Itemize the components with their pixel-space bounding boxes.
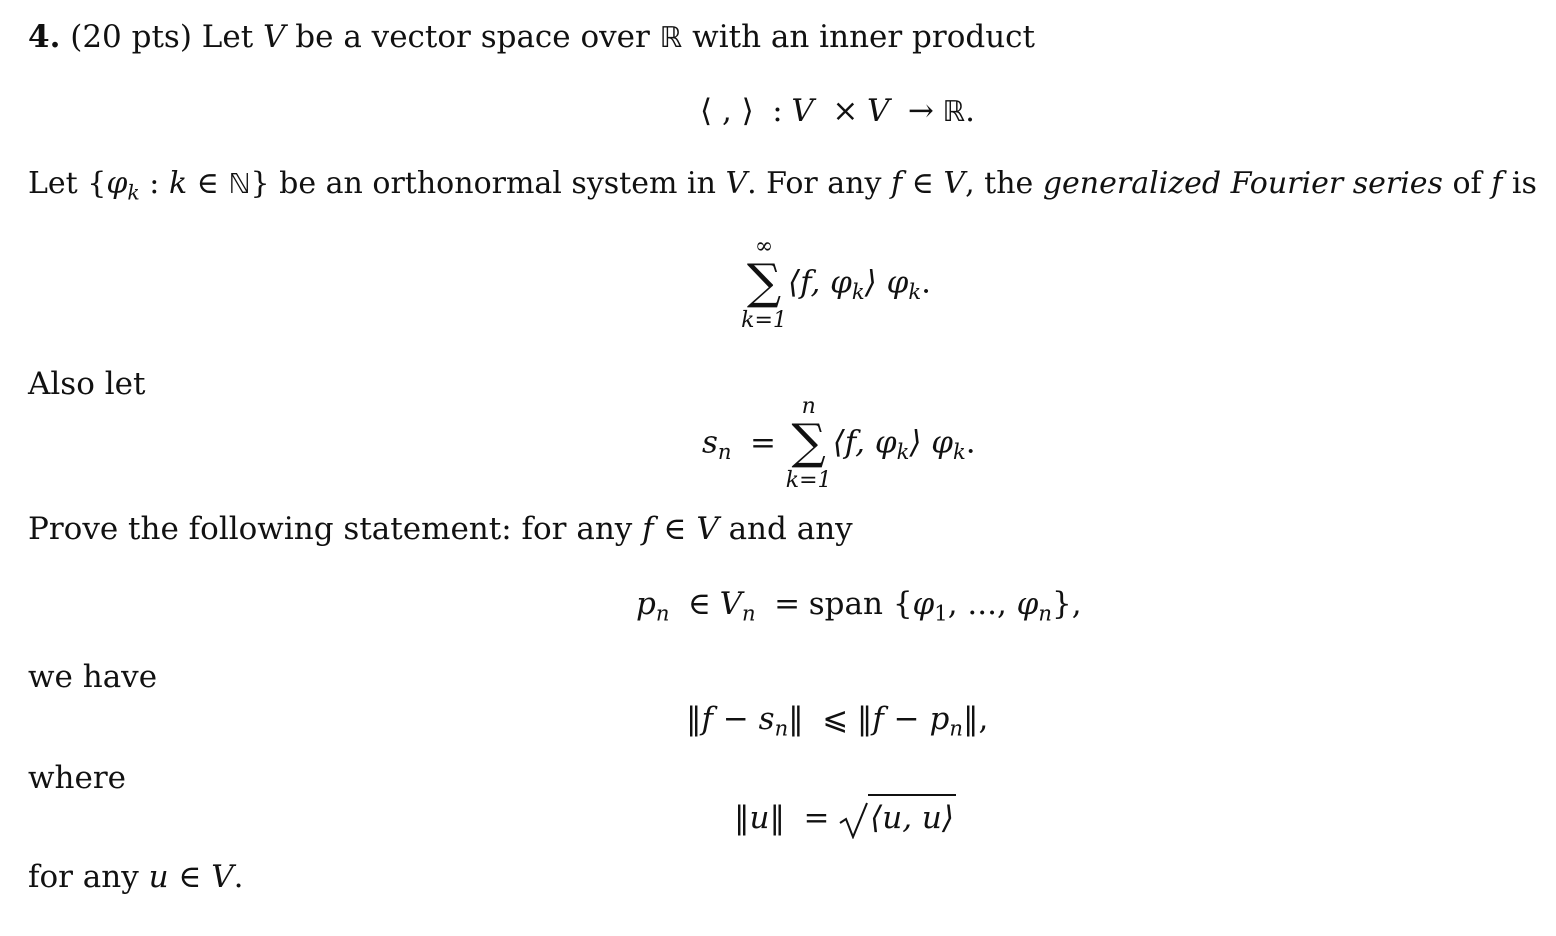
equation-partial-sum: [702, 396, 976, 492]
math-subscript: n: [1038, 600, 1052, 626]
text-run: and any: [728, 511, 853, 547]
math-subscript: k: [896, 439, 910, 465]
text-prove-statement: [28, 511, 853, 547]
math-in: ∈: [178, 859, 202, 895]
text-where: where: [28, 760, 127, 796]
math-term: ⟨f, φ: [832, 424, 897, 461]
math-f: f: [1491, 166, 1503, 201]
text-run: Prove the following statement: for any: [28, 511, 633, 547]
math-norm: ‖f − p: [856, 701, 950, 737]
summation: [740, 236, 788, 332]
math-norm: ‖u‖: [734, 800, 785, 836]
math-f: f: [642, 511, 654, 547]
math-term: ⟩ φ: [864, 264, 909, 301]
math-period: .: [921, 264, 931, 301]
math-V: V: [725, 166, 748, 201]
orthonormal-system-text: [28, 166, 1537, 205]
equation-norm-definition: [734, 800, 956, 836]
math-subscript: n: [774, 715, 789, 741]
math-in: ∈: [687, 586, 711, 622]
math-in: ∈: [911, 166, 934, 201]
math-V: V: [263, 19, 286, 55]
equation-span: [636, 586, 1082, 626]
equation-best-approximation: [686, 701, 989, 741]
math-V: V: [867, 93, 890, 129]
math-u: u: [148, 859, 169, 895]
equation-fourier-series: [740, 236, 931, 332]
math-brace: {: [892, 586, 913, 622]
math-subscript: k: [953, 439, 966, 465]
math-phi: φ: [912, 586, 935, 622]
math-subscript: k: [127, 180, 140, 205]
square-root: [838, 800, 956, 836]
math-k: k: [168, 166, 188, 201]
intro-text: Let: [201, 19, 254, 55]
intro-text: with an inner product: [692, 19, 1036, 55]
text-run: , the: [965, 166, 1034, 201]
sqrt-radicand: ⟨u, u⟩: [868, 794, 956, 836]
intro-text: be a vector space over: [295, 19, 650, 55]
equation-inner-product: [700, 93, 976, 129]
math-colon: :: [149, 166, 160, 201]
math-brace: },: [1051, 586, 1082, 622]
sum-lower-limit: k=1: [741, 308, 787, 333]
math-subscript: k: [851, 279, 865, 305]
text-run: } be an orthonormal system in: [250, 166, 716, 201]
math-phi: φ: [1016, 586, 1039, 622]
text-also-let: Also let: [28, 366, 146, 402]
math-V: V: [791, 93, 814, 129]
sum-upper-limit: n: [801, 394, 816, 419]
math-f: f: [891, 166, 903, 201]
summation: [785, 396, 833, 492]
text-we-have: we have: [28, 659, 158, 695]
math-period: .: [965, 424, 976, 461]
math-reals: ℝ: [659, 21, 683, 54]
math-arrow: →: [907, 93, 934, 129]
math-reals: ℝ: [942, 95, 966, 128]
math-naturals: ℕ: [228, 167, 251, 200]
math-times: ×: [832, 93, 859, 129]
math-subscript: n: [949, 715, 963, 741]
math-equals: =: [774, 586, 801, 622]
math-in: ∈: [196, 166, 219, 201]
math-equals: =: [803, 800, 830, 836]
math-norm-bar: ‖: [788, 701, 804, 737]
sqrt-radical-icon: [838, 797, 868, 839]
emphasis-term: generalized Fourier series: [1042, 166, 1443, 201]
math-s: s: [702, 424, 718, 461]
math-phi: φ: [106, 166, 128, 201]
sigma-symbol: ∑: [791, 414, 826, 470]
sum-lower-limit: k=1: [785, 468, 832, 493]
text-run: is: [1511, 166, 1537, 201]
math-subscript: n: [717, 439, 732, 465]
problem-intro: [28, 19, 1036, 55]
problem-points: (20 pts): [70, 19, 192, 55]
math-equals: =: [750, 424, 777, 461]
math-subscript: k: [908, 279, 922, 305]
math-ellipsis: , ...,: [947, 586, 1017, 622]
text-run: for any: [28, 859, 139, 895]
math-term: ⟨f, φ: [788, 264, 852, 301]
sigma-symbol: ∑: [746, 254, 782, 310]
math-norm: ‖f − s: [686, 701, 775, 737]
math-norm-bar: ‖,: [962, 701, 989, 737]
math-subscript: 1: [934, 600, 948, 626]
math-V: V: [943, 166, 966, 201]
inner-product-brackets: ⟨ , ⟩: [700, 93, 754, 129]
problem-number: 4.: [28, 19, 61, 55]
text-for-any-u: [28, 859, 244, 895]
math-subscript: n: [741, 600, 756, 626]
math-period: .: [233, 859, 244, 895]
math-in: ∈: [663, 511, 687, 547]
math-colon: :: [772, 93, 783, 129]
math-V: V: [719, 586, 742, 622]
text-run: of: [1452, 166, 1482, 201]
sum-upper-limit: ∞: [754, 234, 774, 259]
math-period: .: [965, 93, 976, 129]
math-V: V: [211, 859, 234, 895]
math-term: ⟩ φ: [909, 424, 954, 461]
text-run: Let {: [28, 166, 107, 201]
math-leq: ⩽: [822, 701, 849, 737]
math-subscript: n: [655, 600, 670, 626]
math-p: p: [636, 586, 656, 622]
text-run: . For any: [747, 166, 882, 201]
math-V: V: [696, 511, 719, 547]
math-span: span: [808, 586, 883, 622]
